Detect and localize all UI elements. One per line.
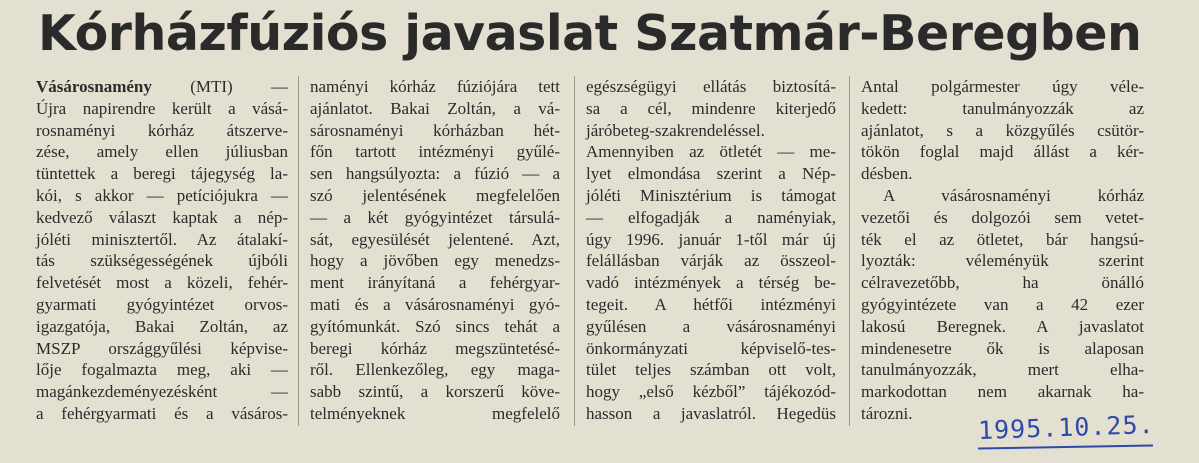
text-line: szó jelentésének megfelelően xyxy=(310,185,560,205)
text-line: felállásban várják az összeol- xyxy=(586,251,836,271)
text-line: egészségügyi ellátás biztosítá- xyxy=(586,77,836,96)
text-line: lyet elmondása szerint a Nép- xyxy=(586,164,836,184)
handwritten-date: 1995.10.25. xyxy=(977,409,1156,446)
text-line: mati és a vásárosnaményi gyó- xyxy=(310,294,560,314)
text-line: désben. xyxy=(861,164,913,184)
text-line: kedett: tanulmányozzák az xyxy=(861,98,1144,118)
text-line: ték el az ötletet, bár hangsú- xyxy=(861,229,1144,249)
text-line: markodottan nem akarnak ha- xyxy=(861,382,1144,402)
column-divider xyxy=(849,76,850,426)
text-line: magánkezdeményezésként — xyxy=(36,382,288,402)
text-line: sa a cél, mindenre kiterjedő xyxy=(586,98,836,118)
dateline-place: Vásárosnamény xyxy=(36,77,152,96)
text-line: — elfogadják a naményiak, xyxy=(586,207,836,227)
text-line: célravezetőbb, ha önálló xyxy=(861,273,1144,293)
text-line: lője fogalmazta meg, aki — xyxy=(36,360,288,380)
text-line: járóbeteg-szakrendeléssel. xyxy=(586,120,765,140)
text-line: ről. Ellenkezőleg, egy maga- xyxy=(310,360,560,380)
text-line: a fehérgyarmati és a vásáros- xyxy=(36,403,288,423)
text-line: tület teljes számban ott volt, xyxy=(586,360,836,380)
text-line: gyarmati gyógyintézet orvos- xyxy=(36,294,288,314)
text-line: Újra napirendre került a vásá- xyxy=(36,98,288,118)
text-line: vadó intézmények a térség be- xyxy=(586,273,836,293)
text-line: zése, amely ellen júliusban xyxy=(36,142,288,162)
text-line: gyógyintézete van a 42 ezer xyxy=(861,294,1144,314)
text-line: tás szükségességének újbóli xyxy=(36,251,288,271)
text-line: önkormányzati képviselő-tes- xyxy=(586,338,836,358)
text-line: kói, s akkor — petíciójukra — xyxy=(36,185,288,205)
text-line: hogy a jövőben egy menedzs- xyxy=(310,251,560,271)
text-line: ajánlatot. Bakai Zoltán, a vá- xyxy=(310,98,560,118)
text-line: Amennyiben az ötletét — me- xyxy=(586,142,836,162)
text-line: sát, egyesülését jelentené. Azt, xyxy=(310,229,560,249)
text-line: jóléti Minisztérium is támogat xyxy=(586,185,836,205)
text-line: sabb szintű, a korszerű köve- xyxy=(310,382,560,402)
text-line: naményi kórház fúziójára tett xyxy=(310,77,560,96)
dateline xyxy=(36,76,288,98)
date-underline xyxy=(978,444,1153,449)
text-line: főn tartott intézményi gyűlé- xyxy=(310,142,560,162)
text-line: sárosnaményi kórházban hét- xyxy=(310,120,560,140)
text-line: tározni. xyxy=(861,403,913,423)
text-line: felvetését most a közeli, fehér- xyxy=(36,273,288,293)
text-line: MSZP országgyűlési képvise- xyxy=(36,338,288,358)
column-2 xyxy=(310,76,560,425)
column-divider xyxy=(574,76,575,426)
column-1 xyxy=(36,76,288,425)
text-line: tökön foglal majd állást a kér- xyxy=(861,142,1144,162)
text-line: telményeknek megfelelő xyxy=(310,403,560,423)
text-line: Antal polgármester úgy véle- xyxy=(861,77,1144,96)
text-line: A vásárosnaményi kórház xyxy=(883,185,1144,205)
headline: Kórházfúziós javaslat Szatmár-Beregben xyxy=(38,5,1142,62)
text-line: mindenesetre ők is alaposan xyxy=(861,338,1144,358)
text-line: tegeit. A hétfői intézményi xyxy=(586,294,836,314)
column-divider xyxy=(298,76,299,426)
text-line: kedvező választ kaptak a nép- xyxy=(36,207,288,227)
text-line: vezetői és dolgozói sem vetet- xyxy=(861,207,1144,227)
text-line: igazgatója, Bakai Zoltán, az xyxy=(36,316,288,336)
text-line: lakosú Beregnek. A javaslatot xyxy=(861,316,1144,336)
text-line: gyítómunkát. Szó sincs tehát a xyxy=(310,316,560,336)
dateline-source: (MTI) — xyxy=(151,77,288,96)
text-line: jóléti minisztertől. Az átalakí- xyxy=(36,229,288,249)
text-line: hasson a javaslatról. Hegedüs xyxy=(586,403,836,423)
text-line: ajánlatot, s a közgyűlés csütör- xyxy=(861,120,1144,140)
text-line: — a két gyógyintézet társulá- xyxy=(310,207,560,227)
text-line: gyűlésen a vásárosnaményi xyxy=(586,316,836,336)
column-3 xyxy=(586,76,836,425)
text-line: sen hangsúlyozta: a fúzió — a xyxy=(310,164,560,184)
text-line: rosnaményi kórház átszerve- xyxy=(36,120,288,140)
text-line: ment irányítaná a fehérgyar- xyxy=(310,273,560,293)
text-line: úgy 1996. január 1-től már új xyxy=(586,229,836,249)
column-4 xyxy=(861,76,1144,425)
text-line: tüntettek a beregi tájegység la- xyxy=(36,164,288,184)
text-line: lyozták: véleményük szerint xyxy=(861,251,1144,271)
text-line: tanulmányozzák, mert elha- xyxy=(861,360,1144,380)
text-line: hogy „első kézből” tájékozód- xyxy=(586,382,836,402)
text-line: beregi kórház megszüntetésé- xyxy=(310,338,560,358)
